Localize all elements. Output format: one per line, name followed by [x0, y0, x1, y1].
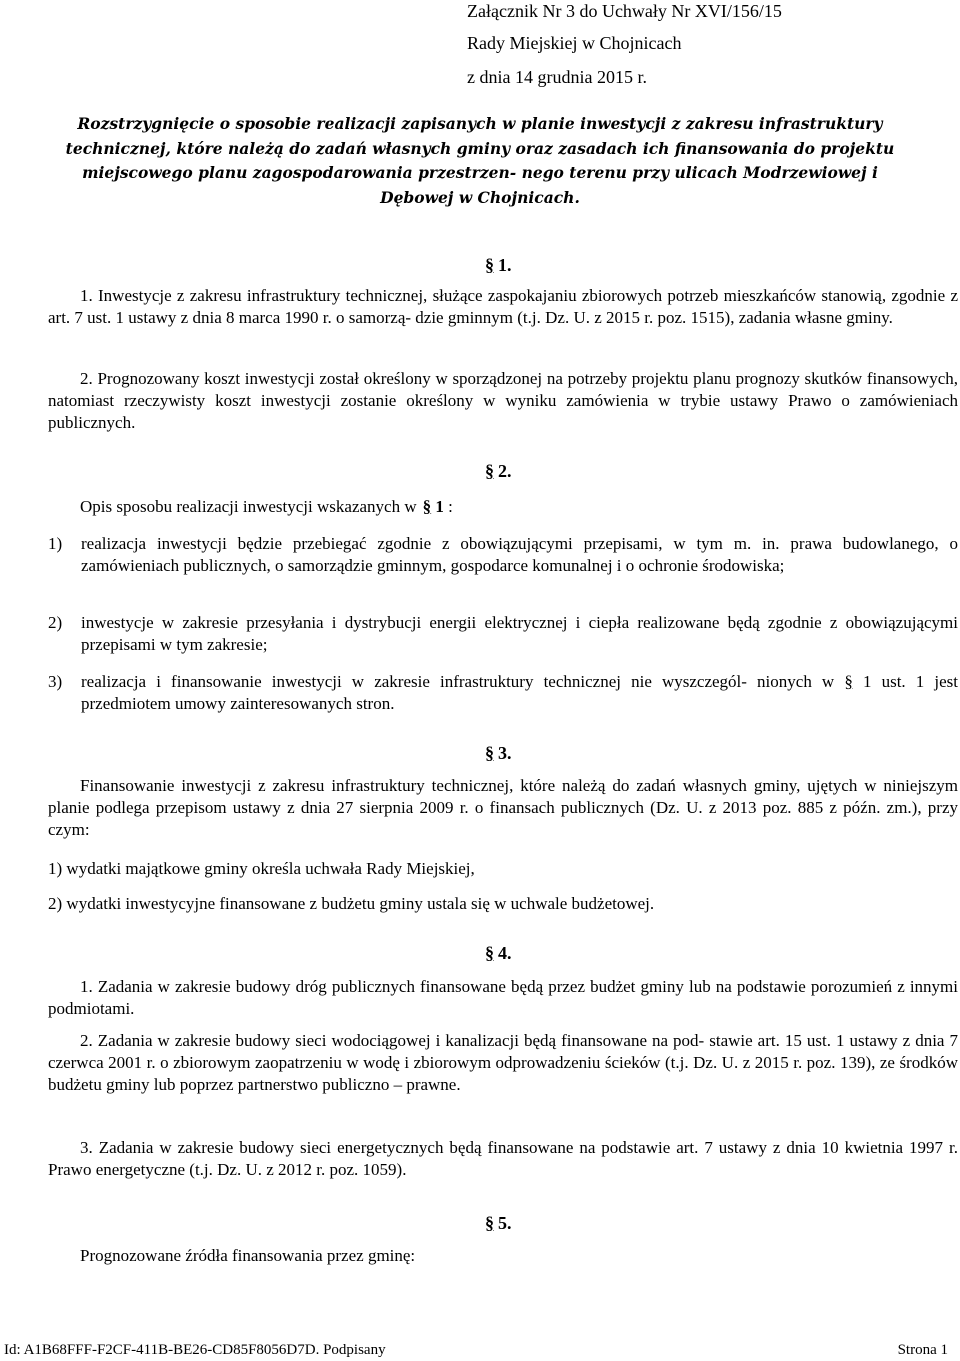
- list-item-text: inwestycje w zakresie przesyłania i dystrybucji energii elektrycznej i ciepła realizowane będą zgodnie z obowiązującymi przepisami w tym zakresie;: [81, 613, 958, 654]
- section-number: 1.: [498, 255, 512, 275]
- section-2-intro: [80, 496, 453, 518]
- section-4-paragraph-3: 3. Zadania w zakresie budowy sieci energetycznych będą finansowane na podstawie art. 7 ustawy z dnia 10 kwietnia 1997 r. Prawo energetyczne (t.j. Dz. U. z 2012 r. poz. 1059).: [48, 1138, 958, 1179]
- list-item-number: 2): [48, 613, 63, 632]
- section-symbol: §: [485, 943, 494, 963]
- section-reference-number: 1: [862, 672, 872, 691]
- section-number: 5.: [498, 1213, 512, 1233]
- section-reference: [423, 496, 444, 518]
- section-symbol: §: [485, 1213, 494, 1233]
- section-number: 3.: [498, 743, 512, 763]
- section-3-item-1: 1) wydatki majątkowe gminy określa uchwała Rady Miejskiej,: [48, 859, 475, 878]
- section-1-heading: [485, 254, 512, 276]
- section-3-item-2: 2) wydatki inwestycyjne finansowane z budżetu gminy ustala się w uchwale budżetowej.: [48, 894, 655, 913]
- section-3-heading: [485, 742, 512, 764]
- section-reference-number: 1: [435, 497, 444, 516]
- section-symbol: §: [485, 743, 494, 763]
- list-item-number: 3): [48, 672, 63, 691]
- section-symbol: §: [485, 461, 494, 481]
- list-item: [48, 612, 958, 656]
- section-2-heading: [485, 460, 512, 482]
- section-5-paragraph: Prognozowane źródła finansowania przez gminę:: [80, 1246, 416, 1265]
- section-4-paragraph-2: 2. Zadania w zakresie budowy sieci wodociągowej i kanalizacji będą finansowane na pod- stawie art. 15 ust. 1 ustawy z dnia 7 czerwca 2001 r. o zbiorowym zaopatrzeniu w wodę i zbiorowym odprowadzeniu ścieków (t.j. Dz. U. z 2015 r. poz. 139), ze środków budżetu gminy lub poprzez partnerstwo publiczno – prawne.: [48, 1031, 958, 1094]
- header-council-line: Rady Miejskiej w Chojnicach: [467, 33, 682, 53]
- header-attachment-line: Załącznik Nr 3 do Uchwały Nr XVI/156/15: [467, 1, 782, 21]
- section-1-paragraph-1: 1. Inwestycje z zakresu infrastruktury technicznej, służące zaspokajaniu zbiorowych potrzeb mieszkańców stanowią, zgodnie z art. 7 ust. 1 ustawy z dnia 8 marca 1990 r. o samorzą- dzie gminnym (t.j. Dz. U. z 2015 r. poz. 1515), zadania własne gminy.: [48, 286, 958, 327]
- list-item-text-part: ust. 1 jest przedmiotem umowy zainteresowanych stron.: [81, 672, 959, 713]
- list-item-text: [81, 671, 958, 715]
- section-5-heading: [485, 1212, 512, 1234]
- section-3-paragraph: Finansowanie inwestycji z zakresu infrastruktury technicznej, które należą do zadań własnych gminy, ujętych w niniejszym planie podlega przepisom ustawy z dnia 27 sierpnia 2009 r. o finansach publicznych (Dz. U. z 2013 poz. 885 z późn. zm.), przy czym:: [48, 776, 958, 839]
- section-symbol: §: [485, 255, 494, 275]
- section-symbol: §: [844, 672, 853, 691]
- list-item-text: realizacja inwestycji będzie przebiegać zgodnie z obowiązującymi przepisami, w tym m. in. prawa budowlanego, o zamówieniach publicznych, o samorządzie gminnym, gospodarce komunalnej i o ochronie środowiska;: [81, 534, 958, 575]
- footer-document-id: Id: A1B68FFF-F2CF-411B-BE26-CD85F8056D7D. Podpisany: [4, 1342, 386, 1358]
- document-title: Rozstrzygnięcie o sposobie realizacji zapisanych w planie inwestycji z zakresu infrastruktury technicznej, które należą do zadań własnych gminy oraz zasadach ich finansowania do projektu miejscowego planu zagospodarowania przestrzen- nego terenu przy ulicach Modrzewiowej i Dębowej w Chojnicach.: [65, 114, 895, 207]
- section-1-paragraph-2: 2. Prognozowany koszt inwestycji został określony w sporządzonej na potrzeby projektu planu prognozy skutków finansowych, natomiast rzeczywisty koszt inwestycji zostanie określony w wyniku zamówienia w trybie ustawy Prawo o zamówieniach publicznych.: [48, 369, 958, 432]
- section-4-paragraph-1: 1. Zadania w zakresie budowy dróg publicznych finansowane będą przez budżet gminy lub na podstawie porozumień z innymi podmiotami.: [48, 977, 958, 1018]
- list-item-text-part: realizacja i finansowanie inwestycji w zakresie infrastruktury technicznej nie wyszczegól- nionych w: [81, 672, 835, 691]
- section-4-heading: [485, 942, 512, 964]
- list-item-number: 1): [48, 534, 63, 553]
- section-2-intro-colon: :: [448, 497, 453, 516]
- list-item: [48, 533, 958, 577]
- footer-page-number: Strona 1: [897, 1342, 948, 1358]
- section-2-intro-text: Opis sposobu realizacji inwestycji wskazanych w: [80, 497, 417, 516]
- section-symbol: §: [422, 497, 432, 516]
- header-date-line: z dnia 14 grudnia 2015 r.: [467, 67, 647, 87]
- section-number: 4.: [498, 943, 512, 963]
- section-number: 2.: [498, 461, 512, 481]
- list-item: [48, 671, 958, 715]
